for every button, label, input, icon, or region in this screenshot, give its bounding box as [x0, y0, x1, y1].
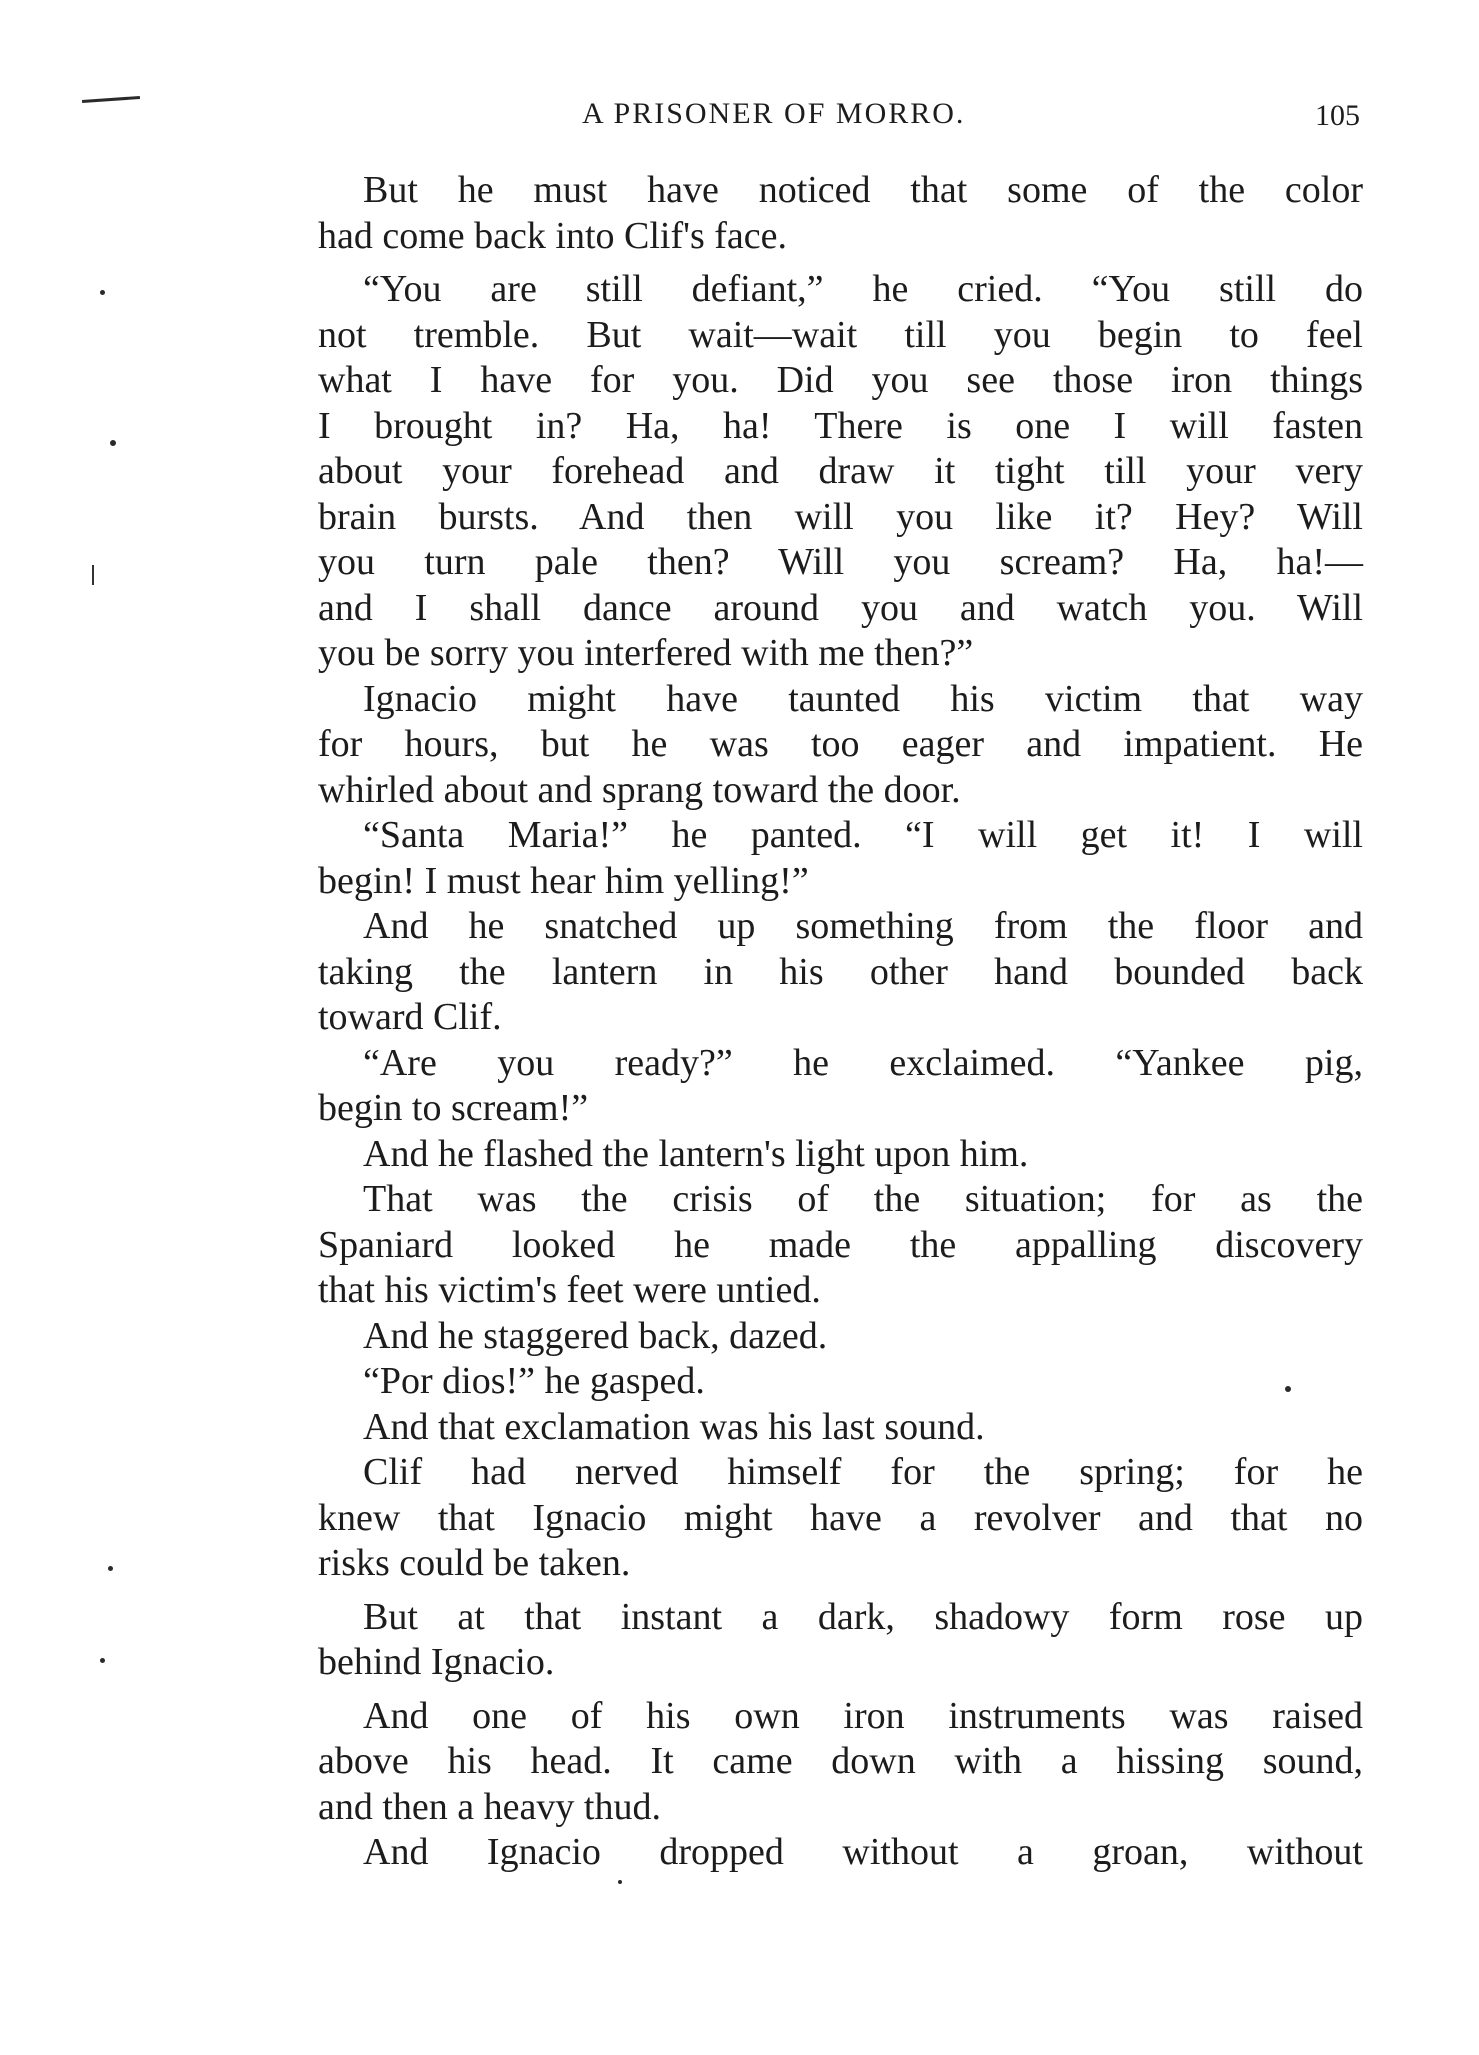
text-line: And he flashed the lantern's light upon him.	[363, 1132, 1029, 1175]
text-line: begin to scream!”	[318, 1087, 589, 1129]
text-line: whirled about and sprang toward the door.	[318, 768, 961, 811]
text-line: “Por dios!” he gasped.	[363, 1360, 705, 1402]
running-title: A PRISONER OF MORRO.	[582, 97, 966, 130]
page-number: 105	[1315, 99, 1360, 132]
text-line: Clif had nerved himself for the spring; for he	[363, 1451, 1363, 1493]
text-line: above his head. It came down with a hissing sound,	[318, 1740, 1363, 1782]
running-head	[320, 92, 1360, 142]
text-line: had come back into Clif's face.	[318, 214, 788, 257]
text-line: what I have for you. Did you see those iron things	[318, 359, 1363, 401]
text-line: And that exclamation was his last sound.	[363, 1405, 985, 1448]
text-line: and I shall dance around you and watch you. Will	[318, 586, 1363, 629]
margin-speck	[110, 440, 116, 446]
text-line: taking the lantern in his other hand bounded back	[318, 950, 1363, 993]
text-line: you be sorry you interfered with me then?”	[318, 632, 974, 674]
text-line: about your forehead and draw it tight till your very	[318, 450, 1363, 492]
text-line: begin! I must hear him yelling!”	[318, 859, 809, 902]
text-line: toward Clif.	[318, 996, 502, 1038]
text-line: “Are you ready?” he exclaimed. “Yankee pig,	[363, 1041, 1363, 1084]
margin-tick-mark	[92, 565, 94, 585]
text-line: I brought in? Ha, ha! There is one I will fasten	[318, 404, 1363, 447]
body-text	[318, 168, 1363, 1876]
text-line: you turn pale then? Will you scream? Ha, ha!—	[318, 541, 1363, 583]
text-line: and then a heavy thud.	[318, 1785, 661, 1828]
text-line: But at that instant a dark, shadowy form rose up	[363, 1595, 1363, 1638]
text-line: not tremble. But wait—wait till you begin to feel	[318, 313, 1363, 356]
text-line: that his victim's feet were untied.	[318, 1269, 821, 1311]
text-line: behind Ignacio.	[318, 1641, 555, 1683]
text-line: And he staggered back, dazed.	[363, 1314, 828, 1357]
text-line: But he must have noticed that some of the color	[363, 169, 1363, 211]
text-line: And Ignacio dropped without a groan, without	[363, 1831, 1363, 1873]
margin-speck	[100, 290, 105, 295]
text-line: for hours, but he was too eager and impatient. He	[318, 723, 1363, 765]
text-line: Spaniard looked he made the appalling discovery	[318, 1223, 1363, 1266]
margin-speck	[618, 1880, 622, 1884]
text-line: And one of his own iron instruments was raised	[363, 1694, 1363, 1737]
text-line: knew that Ignacio might have a revolver and that no	[318, 1496, 1363, 1539]
text-line: Ignacio might have taunted his victim that way	[363, 677, 1363, 720]
text-line: risks could be taken.	[318, 1542, 631, 1584]
margin-speck	[100, 1658, 105, 1663]
text-line: brain bursts. And then will you like it? Hey? Will	[318, 495, 1363, 538]
text-line: And he snatched up something from the floor and	[363, 905, 1363, 947]
text-line: “Santa Maria!” he panted. “I will get it! I will	[363, 814, 1363, 856]
text-line: “You are still defiant,” he cried. “You still do	[363, 268, 1363, 310]
margin-pen-mark	[82, 96, 140, 103]
margin-speck	[108, 1566, 113, 1571]
text-line: That was the crisis of the situation; for as the	[363, 1178, 1363, 1220]
